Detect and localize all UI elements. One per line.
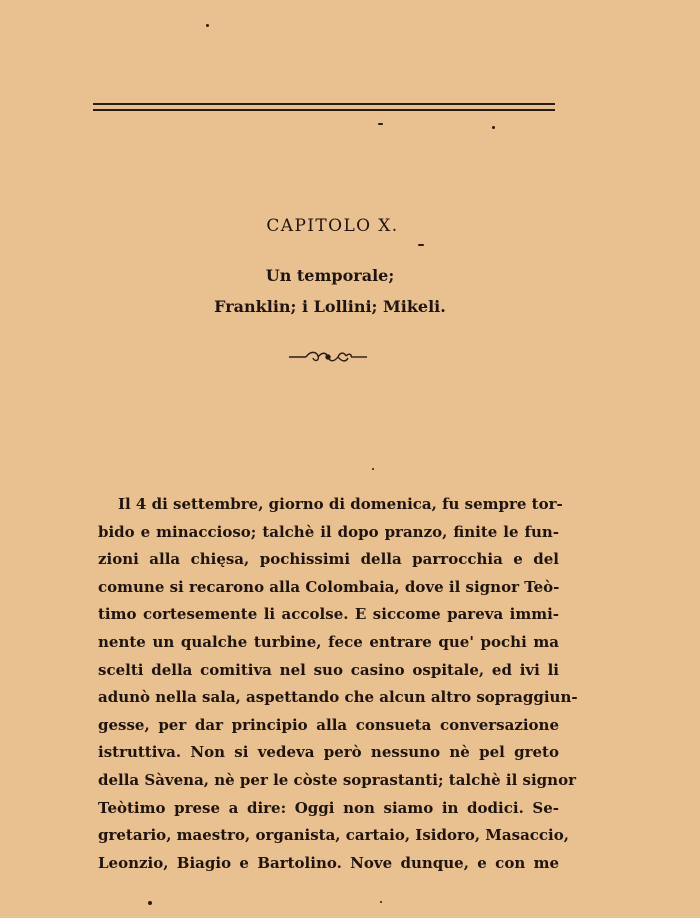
paragraph-line: della Sàvena, nè per le còste soprastanti; talchè il signor xyxy=(98,770,576,789)
chapter-subtitle-line-2: Franklin; i Lollini; Mikeli. xyxy=(214,297,446,316)
scan-speck xyxy=(206,24,209,27)
double-rule-top xyxy=(93,103,555,105)
paragraph-line: Il 4 di settembre, giorno di domenica, fu sempre tor- xyxy=(118,495,563,513)
scan-speck xyxy=(380,901,382,903)
scan-speck xyxy=(418,244,424,246)
paragraph-line: zioni alla chięsa, pochissimi della parrocchia e del xyxy=(98,550,559,569)
scan-speck xyxy=(148,901,152,905)
body-paragraph xyxy=(98,491,578,877)
paragraph-line: scelti della comitiva nel suo casino ospitale, ed ivi li xyxy=(98,660,559,679)
scan-speck xyxy=(378,123,383,125)
scan-speck xyxy=(372,468,374,470)
paragraph-line: bido e minaccioso; talchè il dopo pranzo, finite le fun- xyxy=(98,522,559,541)
paragraph-line: comune si recarono alla Colombaia, dove il signor Teò- xyxy=(98,577,560,596)
scan-speck xyxy=(492,126,495,129)
paragraph-line: gretario, maestro, organista, cartaio, Isidoro, Masaccio, xyxy=(98,826,569,845)
paragraph-line: Teòtimo prese a dire: Oggi non siamo in dodici. Se- xyxy=(98,798,559,817)
paragraph-line: istruttiva. Non si vedeva però nessuno nè pel greto xyxy=(98,743,559,762)
paragraph-line: Leonzio, Biagio e Bartolino. Nove dunque, e con me xyxy=(98,853,559,872)
ornament-flourish-icon xyxy=(288,348,368,366)
paragraph-line: timo cortesemente li accolse. E siccome pareva immi- xyxy=(98,605,559,624)
paragraph-line: adunò nella sala, aspettando che alcun altro sopraggiun- xyxy=(98,688,578,707)
paragraph-line: gesse, per dar principio alla consueta conversazione xyxy=(98,715,559,734)
double-rule-bottom xyxy=(93,109,555,111)
chapter-subtitle-line-1: Un temporale; xyxy=(265,266,395,285)
paragraph-line: nente un qualche turbine, fece entrare que' pochi ma xyxy=(98,632,559,651)
chapter-heading: CAPITOLO X. xyxy=(266,216,399,236)
